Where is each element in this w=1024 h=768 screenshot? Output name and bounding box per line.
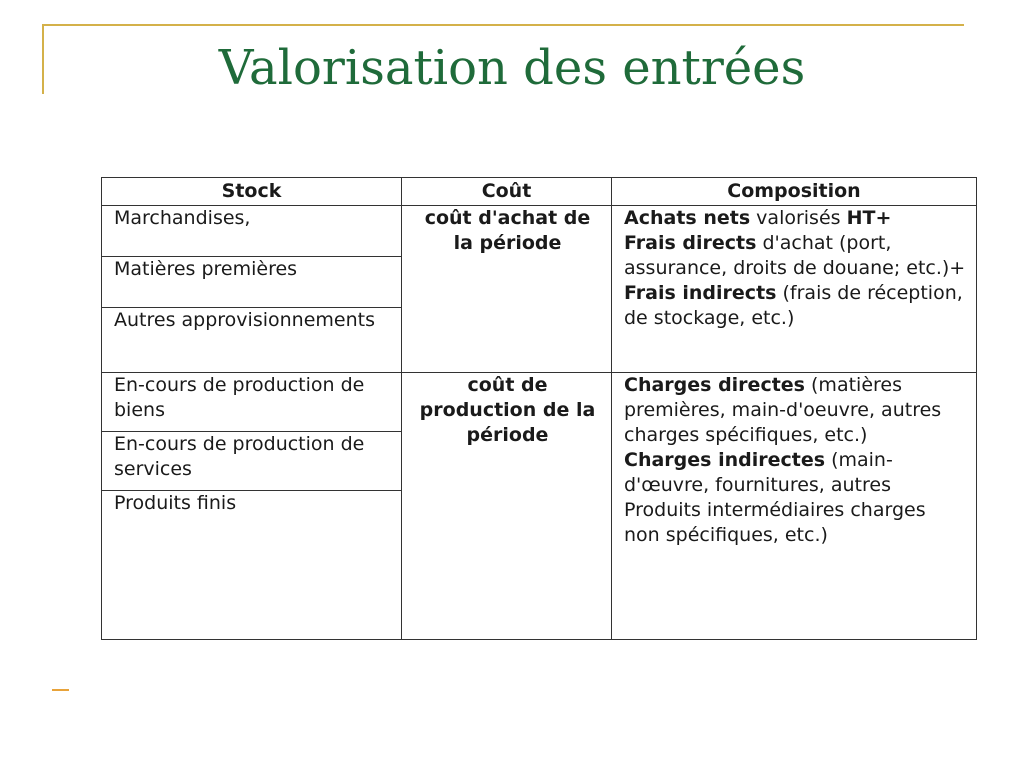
frais-directs-label: Frais directs [624, 232, 757, 254]
charges-directes-label: Charges directes [624, 374, 805, 396]
charges-directes-text: (matières premières, main-d'oeuvre, autres charges spécifiques, etc.) [624, 374, 942, 446]
table-row [102, 206, 977, 257]
bullet-dash [52, 689, 69, 691]
valuation-table [101, 177, 977, 640]
header-cout: Coût [402, 178, 612, 206]
table-header-row [102, 178, 977, 206]
table-row [102, 373, 977, 432]
achats-nets-label: Achats nets [624, 207, 751, 229]
cout-achat-cell [402, 206, 612, 373]
slide-title: Valorisation des entrées [218, 40, 806, 96]
ht-label: HT+ [846, 207, 892, 229]
stock-cell-encours-biens: En-cours de production de biens [102, 373, 402, 432]
frais-indirects-text: (frais de réception, de stockage, etc.) [624, 282, 963, 329]
stock-cell-marchandises: Marchandises, [102, 206, 402, 257]
header-composition: Composition [612, 178, 977, 206]
frame-top-line [42, 24, 964, 26]
composition-achat-cell [612, 206, 977, 373]
composition-production-cell [612, 373, 977, 640]
cout-production-cell [402, 373, 612, 640]
cout-production-text: coût de production de la période [419, 374, 596, 446]
stock-cell-matieres: Matières premières [102, 257, 402, 308]
valorises-text: valorisés [750, 207, 847, 229]
stock-cell-autres: Autres approvisionnements [102, 308, 402, 373]
cout-achat-text: coût d'achat de la période [424, 207, 591, 254]
stock-cell-encours-services: En-cours de production de services [102, 432, 402, 491]
header-stock: Stock [102, 178, 402, 206]
charges-indirectes-text: (main-d'œuvre, fournitures, autres Produits intermédiaires charges non spécifiques, etc.) [624, 449, 926, 546]
charges-indirectes-label: Charges indirectes [624, 449, 826, 471]
frais-indirects-label: Frais indirects [624, 282, 777, 304]
stock-cell-produits-finis: Produits finis [102, 491, 402, 640]
frais-directs-text: d'achat (port, assurance, droits de douane; etc.)+ [624, 232, 966, 279]
